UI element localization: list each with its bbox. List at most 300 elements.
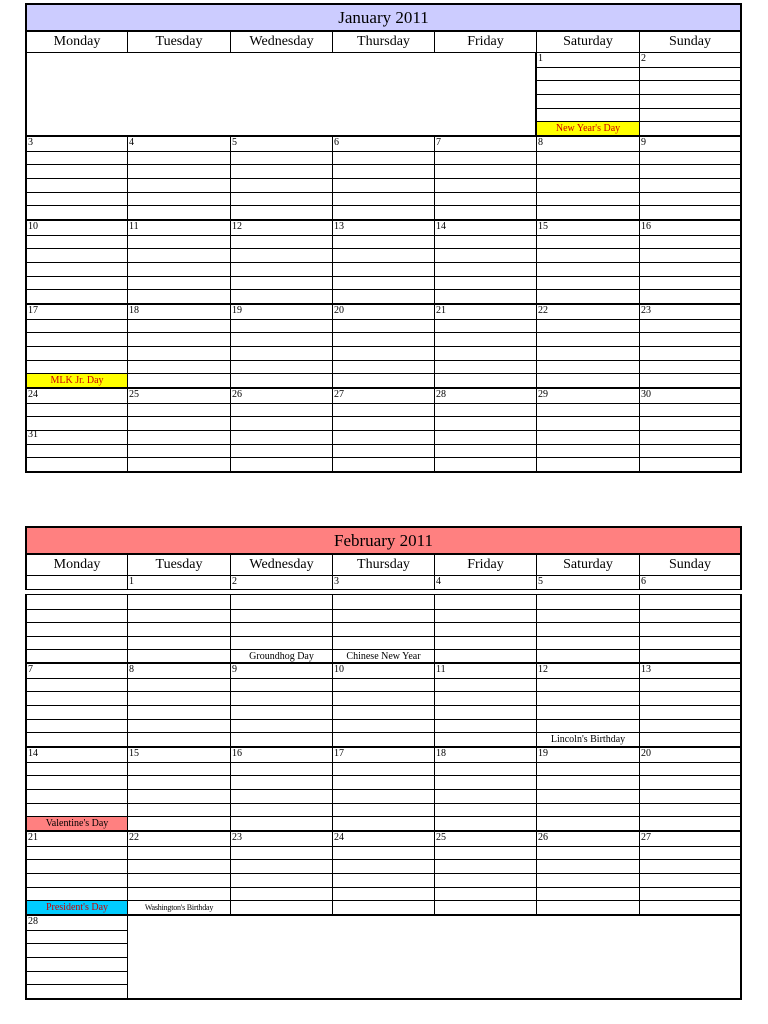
cell-line — [640, 373, 740, 374]
cell-line — [231, 430, 332, 431]
cell-line — [640, 360, 740, 361]
event-cell — [332, 594, 434, 664]
day-number: 2 — [641, 53, 646, 64]
cell-line — [435, 762, 536, 763]
empty-trailing-days — [127, 916, 742, 1000]
day-number: 2 — [232, 576, 237, 587]
cell-line — [333, 360, 434, 361]
day-cell-17 — [332, 748, 434, 832]
cell-line — [27, 416, 127, 417]
cell-line — [231, 732, 332, 733]
day-cell-27 — [332, 389, 434, 473]
february-calendar — [25, 526, 742, 1000]
cell-line — [640, 649, 740, 650]
cell-line — [537, 609, 639, 610]
empty-leading-days — [25, 53, 536, 137]
holiday-label: Valentine's Day — [27, 817, 127, 830]
cell-line — [640, 705, 740, 706]
cell-line — [128, 444, 230, 445]
cell-line — [128, 649, 230, 650]
cell-line — [27, 164, 127, 165]
day-cell-12 — [230, 221, 332, 305]
cell-line — [435, 373, 536, 374]
cell-line — [231, 444, 332, 445]
cell-line — [537, 705, 639, 706]
day-number: 21 — [28, 832, 38, 843]
cell-line — [333, 416, 434, 417]
cell-line — [128, 360, 230, 361]
cell-line — [27, 762, 127, 763]
cell-line — [640, 205, 740, 206]
cell-line — [435, 609, 536, 610]
cell-line — [435, 276, 536, 277]
day-number: 25 — [129, 389, 139, 400]
cell-line — [537, 289, 639, 290]
cell-line — [537, 622, 639, 623]
cell-line — [640, 846, 740, 847]
cell-line — [640, 164, 740, 165]
cell-line — [231, 762, 332, 763]
day-number: 13 — [641, 664, 651, 675]
cell-line — [640, 887, 740, 888]
weekday-header-wednesday: Wednesday — [230, 32, 332, 53]
day-number: 21 — [436, 305, 446, 316]
cell-line — [128, 319, 230, 320]
cell-line — [333, 164, 434, 165]
cell-line — [640, 192, 740, 193]
cell-line — [333, 276, 434, 277]
cell-line — [537, 67, 639, 68]
cell-line — [231, 719, 332, 720]
weekday-header-wednesday: Wednesday — [230, 555, 332, 576]
day-number: 20 — [334, 305, 344, 316]
day-cell-19 — [536, 748, 639, 832]
day-number: 14 — [436, 221, 446, 232]
cell-line — [128, 403, 230, 404]
cell-line — [333, 803, 434, 804]
cell-line — [435, 457, 536, 458]
january-calendar — [25, 3, 742, 472]
day-cell-18 — [127, 305, 230, 389]
cell-line — [27, 789, 127, 790]
cell-line — [27, 719, 127, 720]
day-number: 3 — [334, 576, 339, 587]
cell-line — [537, 346, 639, 347]
cell-line — [27, 775, 127, 776]
day-number: 1 — [129, 576, 134, 587]
cell-line — [333, 622, 434, 623]
cell-line — [640, 873, 740, 874]
day-number: 24 — [28, 389, 38, 400]
cell-line — [128, 205, 230, 206]
cell-line — [231, 705, 332, 706]
cell-line — [537, 887, 639, 888]
cell-line — [128, 416, 230, 417]
cell-line — [640, 732, 740, 733]
cell-line — [128, 164, 230, 165]
day-number: 17 — [28, 305, 38, 316]
cell-line — [435, 346, 536, 347]
cell-line — [435, 235, 536, 236]
event-cell — [127, 594, 230, 664]
cell-line — [435, 332, 536, 333]
cell-line — [537, 80, 639, 81]
cell-line — [27, 332, 127, 333]
cell-line — [435, 262, 536, 263]
cell-line — [128, 719, 230, 720]
weekday-header-friday: Friday — [434, 32, 536, 53]
cell-line — [537, 178, 639, 179]
cell-line — [333, 846, 434, 847]
day-number: 18 — [436, 748, 446, 759]
cell-line — [435, 719, 536, 720]
cell-line — [231, 319, 332, 320]
day-cell-21 — [25, 832, 127, 916]
cell-line — [333, 248, 434, 249]
day-number: 14 — [28, 748, 38, 759]
weekday-header-friday: Friday — [434, 555, 536, 576]
cell-line — [333, 262, 434, 263]
cell-line — [333, 457, 434, 458]
cell-line — [435, 360, 536, 361]
cell-line — [435, 164, 536, 165]
day-number: 16 — [641, 221, 651, 232]
cell-line — [435, 887, 536, 888]
cell-line — [537, 94, 639, 95]
cell-line — [640, 403, 740, 404]
cell-line — [27, 622, 127, 623]
cell-line — [27, 444, 127, 445]
day-cell-20 — [332, 305, 434, 389]
cell-line — [231, 846, 332, 847]
cell-line — [128, 859, 230, 860]
weekday-header-saturday: Saturday — [536, 32, 639, 53]
holiday-label: President's Day — [27, 901, 127, 914]
cell-line — [537, 192, 639, 193]
day-cell-15 — [127, 748, 230, 832]
cell-line — [27, 151, 127, 152]
day-cell-4 — [127, 137, 230, 221]
cell-line — [27, 178, 127, 179]
cell-line — [128, 705, 230, 706]
cell-line — [128, 622, 230, 623]
cell-line — [27, 859, 127, 860]
day-cell-15 — [536, 221, 639, 305]
day-number: 8 — [538, 137, 543, 148]
cell-line — [640, 151, 740, 152]
cell-line — [128, 248, 230, 249]
day-cell-22 — [127, 832, 230, 916]
cell-line — [333, 900, 434, 901]
cell-line — [435, 816, 536, 817]
day-number: 18 — [129, 305, 139, 316]
cell-line — [128, 887, 230, 888]
cell-line — [537, 403, 639, 404]
cell-line — [128, 346, 230, 347]
weekday-header-sunday: Sunday — [639, 555, 742, 576]
cell-line — [537, 164, 639, 165]
cell-line — [640, 80, 740, 81]
cell-line — [537, 457, 639, 458]
cell-line — [333, 373, 434, 374]
day-number: 6 — [334, 137, 339, 148]
cell-line — [435, 789, 536, 790]
cell-line — [231, 373, 332, 374]
day-number: 3 — [28, 137, 33, 148]
cell-line — [333, 205, 434, 206]
cell-line — [435, 732, 536, 733]
cell-line — [333, 332, 434, 333]
day-cell-12 — [536, 664, 639, 748]
day-number: 20 — [641, 748, 651, 759]
cell-line — [231, 235, 332, 236]
cell-line — [333, 444, 434, 445]
cell-line — [27, 276, 127, 277]
cell-line — [640, 816, 740, 817]
cell-line — [27, 649, 127, 650]
day-cell-9 — [639, 137, 742, 221]
day-number: 23 — [641, 305, 651, 316]
cell-line — [27, 289, 127, 290]
cell-line — [537, 262, 639, 263]
event-cell — [536, 594, 639, 664]
cell-line — [231, 192, 332, 193]
day-cell-26 — [230, 389, 332, 473]
cell-line — [231, 803, 332, 804]
day-cell-23 — [230, 832, 332, 916]
cell-line — [435, 622, 536, 623]
day-cell-10 — [25, 221, 127, 305]
cell-line — [640, 319, 740, 320]
cell-line — [640, 416, 740, 417]
day-cell-22 — [536, 305, 639, 389]
cell-line — [435, 846, 536, 847]
day-number: 4 — [129, 137, 134, 148]
cell-line — [537, 235, 639, 236]
cell-line — [231, 262, 332, 263]
cell-line — [640, 332, 740, 333]
cell-line — [640, 762, 740, 763]
weekday-header-monday: Monday — [25, 555, 127, 576]
day-number: 12 — [232, 221, 242, 232]
day-number: 26 — [538, 832, 548, 843]
cell-line — [128, 789, 230, 790]
date-row-cell-6 — [639, 576, 742, 590]
cell-line — [231, 164, 332, 165]
cell-line — [27, 887, 127, 888]
january-title: January 2011 — [25, 3, 742, 32]
cell-line — [435, 178, 536, 179]
weekday-header-tuesday: Tuesday — [127, 555, 230, 576]
cell-line — [27, 705, 127, 706]
day-cell-11 — [434, 664, 536, 748]
day-number: 9 — [232, 664, 237, 675]
cell-line — [435, 430, 536, 431]
holiday-label: Chinese New Year — [346, 651, 421, 662]
cell-line — [537, 846, 639, 847]
cell-line — [537, 248, 639, 249]
day-number: 26 — [232, 389, 242, 400]
day-number: 9 — [641, 137, 646, 148]
february-title: February 2011 — [25, 526, 742, 555]
cell-line — [128, 636, 230, 637]
day-cell-27 — [639, 832, 742, 916]
weekday-header-thursday: Thursday — [332, 32, 434, 53]
weekday-header-tuesday: Tuesday — [127, 32, 230, 53]
holiday-label: New Year's Day — [537, 122, 639, 135]
day-cell-7 — [434, 137, 536, 221]
cell-line — [435, 248, 536, 249]
day-cell-16 — [230, 748, 332, 832]
day-number: 22 — [129, 832, 139, 843]
cell-line — [333, 762, 434, 763]
day-number: 23 — [232, 832, 242, 843]
cell-line — [128, 691, 230, 692]
cell-line — [27, 984, 127, 985]
cell-line — [640, 121, 740, 122]
day-number: 1 — [538, 53, 543, 64]
cell-line — [640, 789, 740, 790]
day-number: 8 — [129, 664, 134, 675]
cell-line — [231, 622, 332, 623]
cell-line — [333, 887, 434, 888]
cell-line — [640, 444, 740, 445]
cell-line — [27, 360, 127, 361]
cell-line — [435, 775, 536, 776]
cell-line — [333, 289, 434, 290]
day-number: 5 — [538, 576, 543, 587]
cell-line — [333, 873, 434, 874]
cell-line — [128, 178, 230, 179]
cell-line — [128, 775, 230, 776]
cell-line — [333, 691, 434, 692]
cell-line — [640, 289, 740, 290]
cell-line — [27, 192, 127, 193]
cell-line — [640, 276, 740, 277]
day-number: 7 — [436, 137, 441, 148]
day-number: 22 — [538, 305, 548, 316]
cell-line — [333, 178, 434, 179]
cell-line — [27, 803, 127, 804]
day-cell-5 — [230, 137, 332, 221]
cell-line — [27, 403, 127, 404]
day-number: 30 — [641, 389, 651, 400]
cell-line — [231, 887, 332, 888]
cell-line — [27, 205, 127, 206]
event-cell — [434, 594, 536, 664]
cell-line — [435, 803, 536, 804]
day-cell-17 — [25, 305, 127, 389]
cell-line — [27, 943, 127, 944]
cell-line — [27, 636, 127, 637]
holiday-label: Washington's Birthday — [144, 903, 214, 912]
cell-line — [640, 691, 740, 692]
cell-line — [640, 108, 740, 109]
day-cell-3 — [25, 137, 127, 221]
day-cell-26 — [536, 832, 639, 916]
cell-line — [537, 900, 639, 901]
day-number: 10 — [28, 221, 38, 232]
cell-line — [231, 289, 332, 290]
cell-line — [128, 457, 230, 458]
cell-line — [537, 775, 639, 776]
cell-line — [333, 719, 434, 720]
day-number: 10 — [334, 664, 344, 675]
cell-line — [333, 789, 434, 790]
cell-line — [435, 403, 536, 404]
cell-line — [128, 430, 230, 431]
day-cell-18 — [434, 748, 536, 832]
cell-line — [27, 678, 127, 679]
cell-line — [537, 205, 639, 206]
cell-line — [27, 930, 127, 931]
cell-line — [640, 775, 740, 776]
cell-line — [231, 151, 332, 152]
day-number: 15 — [129, 748, 139, 759]
cell-line — [435, 319, 536, 320]
cell-line — [435, 151, 536, 152]
cell-line — [640, 430, 740, 431]
day-number: 7 — [28, 664, 33, 675]
day-number: 19 — [538, 748, 548, 759]
cell-line — [333, 859, 434, 860]
day-cell-14 — [25, 748, 127, 832]
cell-line — [128, 846, 230, 847]
cell-line — [128, 732, 230, 733]
cell-line — [537, 108, 639, 109]
cell-line — [231, 816, 332, 817]
event-cell — [230, 594, 332, 664]
cell-line — [231, 609, 332, 610]
day-cell-14 — [434, 221, 536, 305]
day-number: 13 — [334, 221, 344, 232]
cell-line — [537, 276, 639, 277]
cell-line — [537, 803, 639, 804]
cell-line — [27, 957, 127, 958]
cell-line — [128, 803, 230, 804]
event-cell — [25, 594, 127, 664]
day-cell-11 — [127, 221, 230, 305]
cell-line — [537, 691, 639, 692]
weekday-header-saturday: Saturday — [536, 555, 639, 576]
day-cell-8 — [536, 137, 639, 221]
day-cell-10 — [332, 664, 434, 748]
cell-line — [435, 636, 536, 637]
cell-line — [27, 319, 127, 320]
cell-line — [640, 719, 740, 720]
day-cell-13 — [639, 664, 742, 748]
date-row-cell-4 — [434, 576, 536, 590]
cell-line — [537, 859, 639, 860]
cell-line — [537, 762, 639, 763]
cell-line — [435, 416, 536, 417]
cell-line — [435, 192, 536, 193]
day-cell-9 — [230, 664, 332, 748]
cell-line — [537, 416, 639, 417]
cell-line — [231, 416, 332, 417]
day-number: 27 — [641, 832, 651, 843]
cell-line — [640, 67, 740, 68]
cell-line — [231, 859, 332, 860]
cell-line — [128, 609, 230, 610]
cell-line — [128, 816, 230, 817]
cell-line — [435, 289, 536, 290]
holiday-label: Groundhog Day — [249, 651, 314, 662]
cell-line — [640, 457, 740, 458]
cell-line — [27, 732, 127, 733]
day-number: 11 — [436, 664, 446, 675]
cell-line — [128, 762, 230, 763]
